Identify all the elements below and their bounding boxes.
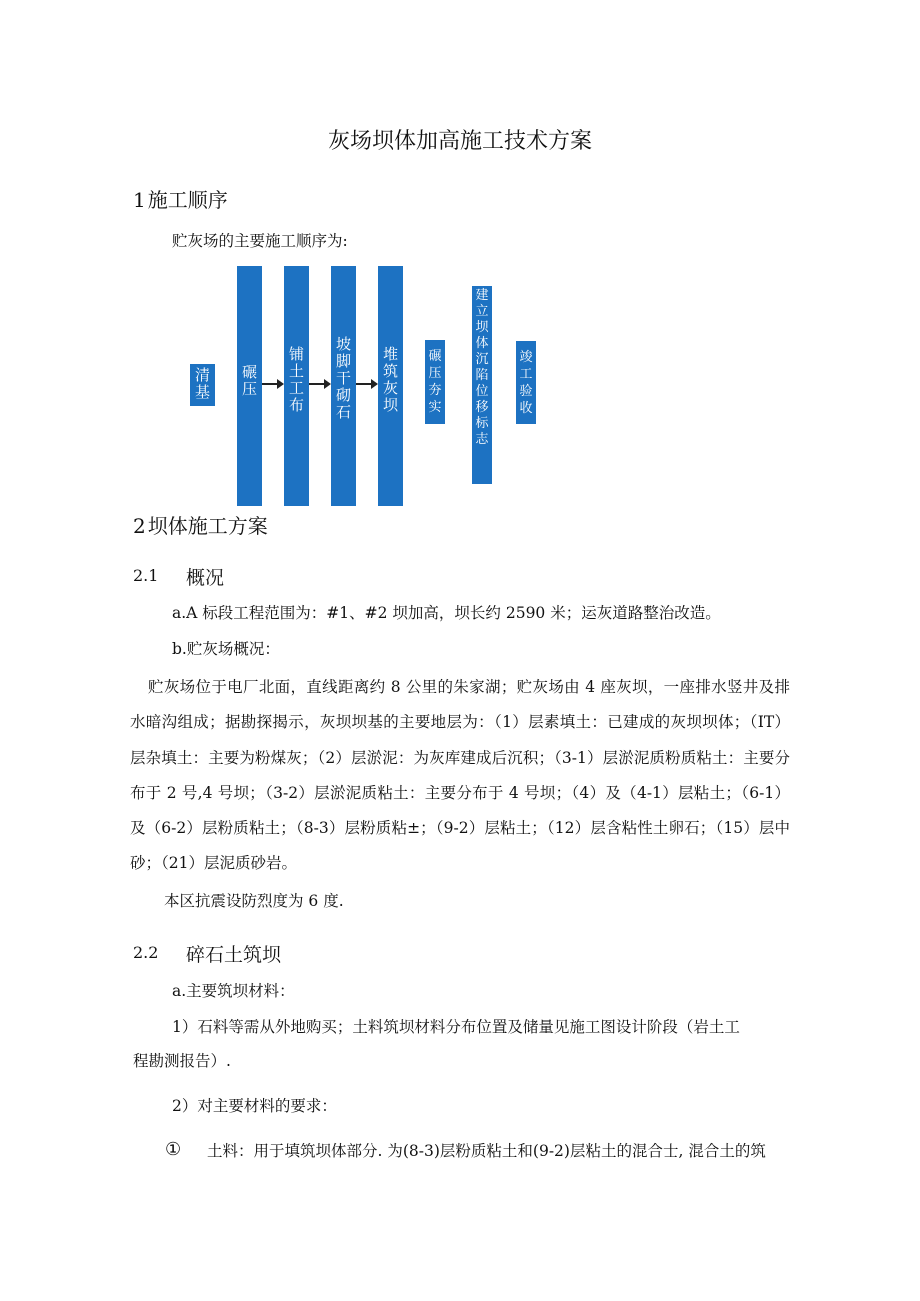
section-2-heading bbox=[133, 510, 268, 539]
s22-item-2: 2）对主要材料的要求： bbox=[172, 1097, 337, 1115]
flow-step-settlement-markers bbox=[472, 286, 492, 484]
s21-seismic: 本区抗震设防烈度为 6 度. bbox=[164, 892, 344, 910]
section-1-title: 施工顺序 bbox=[147, 188, 228, 212]
flow-step-toe-masonry bbox=[331, 266, 356, 506]
s21-line-b: b.贮灰场概况： bbox=[172, 640, 280, 658]
page-title: 灰场坝体加高施工技术方案 bbox=[327, 129, 592, 154]
s21-line-a: a.A 标段工程范围为：#1、#2 坝加高，坝长约 2590 米；运灰道路整治改造。 bbox=[172, 604, 721, 622]
flow-step-acceptance bbox=[516, 341, 536, 424]
flow-step-compact bbox=[237, 266, 262, 506]
section-2-1-number: 2.1 bbox=[133, 566, 159, 585]
flow-step-label: 清 基 bbox=[194, 366, 210, 401]
section-2-2-title: 碎石土筑坝 bbox=[186, 944, 282, 966]
section-1-number: 1 bbox=[133, 188, 146, 212]
flow-step-tamping bbox=[425, 340, 445, 424]
flow-arrow bbox=[262, 383, 278, 385]
s21-paragraph: 贮灰场位于电厂北面，直线距离约 8 公里的朱家湖；贮灰场由 4 座灰坝，一座排水竖井及排水暗沟组成；据勘探揭示，灰坝坝基的主要地层为：（1）层素填土：已建成的灰坝坝体；（IT）层杂填土：主要为粉煤灰；（2）层淤泥：为灰库建成后沉积；（3-1）层淤泥质粉质粘土：主要分布于 2 号,4 号坝；（3-2）层淤泥质粘土：主要分布于 4 号坝；（4）及（4-1）层粘土；（6-1）及（6-2）层粉质粘土；（8-3）层粉质粘±；（9-2）层粘土；（12）层含粘性土卵石；（15）层中砂；（21）层泥质砂岩。 bbox=[130, 678, 790, 873]
flow-step-geotextile bbox=[284, 266, 309, 506]
section-1-heading bbox=[133, 184, 228, 213]
flow-step-label: 碾 压 bbox=[241, 363, 257, 398]
flow-step-label: 竣 工 验 收 bbox=[519, 350, 533, 416]
s22-item-3: 土料：用于填筑坝体部分. 为(8-3)层粉质粘土和(9-2)层粘土的混合士, 混合土的筑 bbox=[207, 1142, 766, 1160]
section-2-2-number: 2.2 bbox=[133, 943, 159, 962]
flow-step-ash-dam bbox=[378, 266, 403, 506]
circled-number-1: ① bbox=[165, 1139, 182, 1160]
flow-step-label: 坡 脚 干 砌 石 bbox=[335, 335, 351, 421]
section-1-intro: 贮灰场的主要施工顺序为: bbox=[172, 232, 348, 250]
flow-step-label: 堆 筑 灰 坝 bbox=[382, 345, 398, 414]
flow-step-label: 铺 土 工 布 bbox=[288, 345, 304, 414]
s22-line-a: a.主要筑坝材料： bbox=[172, 982, 295, 1000]
section-2-title: 坝体施工方案 bbox=[147, 514, 268, 538]
s22-item-1-line-1: 1）石料等需从外地购买；土料筑坝材料分布位置及储量见施工图设计阶段（岩土工 bbox=[172, 1018, 740, 1036]
flow-arrow bbox=[309, 383, 325, 385]
section-2-1-title: 概况 bbox=[186, 567, 225, 589]
flow-step-label: 碾 压 夯 实 bbox=[428, 349, 442, 415]
flow-step-label: 建 立 坝 体 沉 陷 位 移 标 志 bbox=[475, 288, 489, 447]
s22-item-1-line-2: 程勘测报告）. bbox=[133, 1052, 231, 1070]
section-2-number: 2 bbox=[133, 514, 146, 538]
flow-arrow bbox=[356, 383, 372, 385]
flow-step-clear-base bbox=[190, 364, 215, 406]
